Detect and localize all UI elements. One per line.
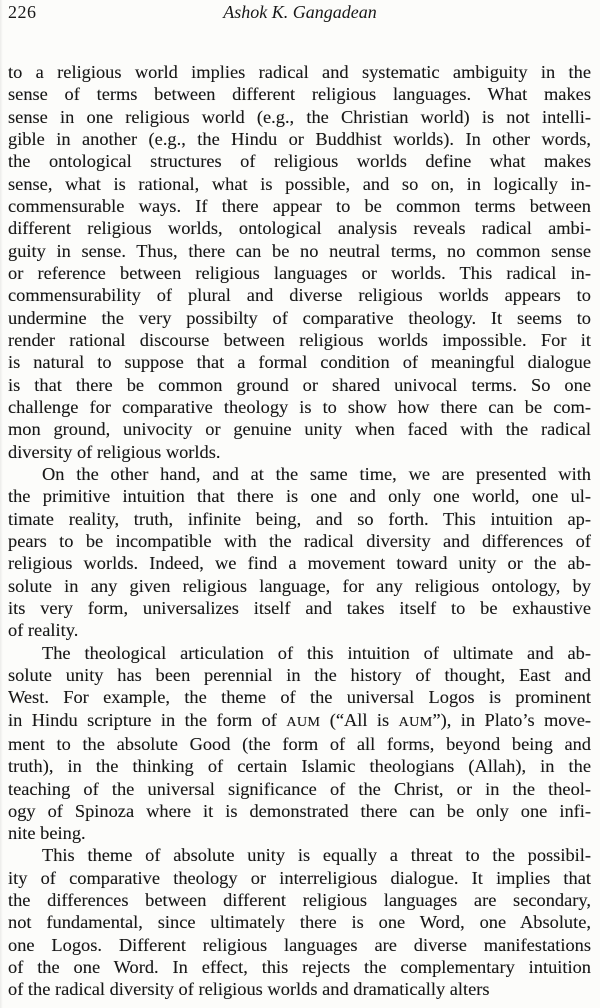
text-line: truth), in the thinking of certain Islamic theologians (Allah), in the (8, 756, 591, 777)
text-line: religious worlds. Indeed, we find a movement toward unity or the ab- (8, 553, 591, 574)
text-line: the differences between different religious languages are secondary, (8, 890, 591, 911)
text-line: commensurability of plural and diverse religious worlds appears to (8, 285, 591, 306)
text-line: gible in another (e.g., the Hindu or Buddhist worlds). In other words, (8, 128, 591, 149)
text-line: to a religious world implies radical and systematic ambiguity in the (8, 62, 591, 82)
page-header (0, 0, 600, 28)
text-line: diversity of religious worlds. (8, 441, 221, 462)
paragraph-1 (8, 61, 591, 463)
text-line: challenge for comparative theology is to show how there can be com- (8, 396, 591, 417)
page-body (0, 61, 600, 1001)
text-line: of the one Word. In effect, this rejects the complementary intuition (8, 957, 591, 978)
paragraph-3 (8, 642, 591, 845)
text-line: its very form, universalizes itself and takes itself to be exhaustive (8, 597, 591, 618)
text-line: On the other hand, and at the same time, we are presented with (42, 463, 591, 484)
text-line: sense, what is rational, what is possible, and so on, in logically in- (8, 173, 591, 194)
text-line: not fundamental, since ultimately there is one Word, one Absolute, (8, 912, 591, 933)
text-line: ity of comparative theology or interreligious dialogue. It implies that (8, 867, 591, 888)
text-line: ment to the absolute Good (the form of all forms, beyond being and (8, 733, 591, 754)
text-line: render rational discourse between religious worlds impossible. For it (8, 329, 591, 350)
text-line: is natural to suppose that a formal condition of meaningful dialogue (8, 352, 591, 373)
text-line: undermine the very possibilty of comparative theology. It seems to (8, 307, 591, 328)
text-line: nite being. (8, 823, 86, 844)
text-line: sense in one religious world (e.g., the Christian world) is not intelli- (8, 106, 591, 127)
text-line: commensurable ways. If there appear to be common terms between (8, 195, 591, 216)
text-line: the ontological structures of religious worlds define what makes (8, 151, 591, 172)
text-line: the primitive intuition that there is one and only one world, one ul- (8, 486, 591, 507)
paragraph-2 (8, 463, 591, 642)
smallcaps-word: AUM (286, 713, 321, 730)
text-line: sense of terms between different religious languages. What makes (8, 84, 591, 105)
text-line: teaching of the universal significance of the Christ, or in the theol- (8, 778, 591, 799)
text-line: solute unity has been perennial in the history of thought, East and (8, 664, 591, 685)
paragraph-4 (8, 844, 591, 1000)
text-line: different religious worlds, ontological analysis reveals radical ambi- (8, 218, 591, 239)
text-line: solute in any given religious language, for any religious ontology, by (8, 575, 591, 596)
text-line: one Logos. Different religious languages are diverse manifestations (8, 934, 591, 955)
text-line: or reference between religious languages or worlds. This radical in- (8, 262, 591, 283)
text-line: in Hindu scripture in the form of AUM (“All is AUM”), in Plato’s move- (8, 709, 591, 730)
text-line: pears to be incompatible with the radical diversity and differences of (8, 530, 591, 551)
text-line: mon ground, univocity or genuine unity when faced with the radical (8, 419, 591, 440)
text-line: is that there be common ground or shared univocal terms. So one (8, 374, 591, 395)
text-line: of reality. (8, 620, 79, 641)
text-line: The theological articulation of this intuition of ultimate and ab- (42, 642, 591, 663)
text-line: of the radical diversity of religious worlds and dramatically alters (8, 979, 490, 1000)
text-line: ogy of Spinoza where it is demonstrated there can be only one infi- (8, 800, 591, 821)
smallcaps-word: AUM (398, 713, 433, 730)
text-line: guity in sense. Thus, there can be no neutral terms, no common sense (8, 240, 591, 261)
page-number: 226 (8, 2, 37, 22)
running-head: Ashok K. Gangadean (223, 2, 377, 22)
text-line: West. For example, the theme of the universal Logos is prominent (8, 687, 591, 708)
text-line: timate reality, truth, infinite being, and so forth. This intuition ap- (8, 508, 591, 529)
text-line: This theme of absolute unity is equally a threat to the possibil- (42, 845, 591, 866)
